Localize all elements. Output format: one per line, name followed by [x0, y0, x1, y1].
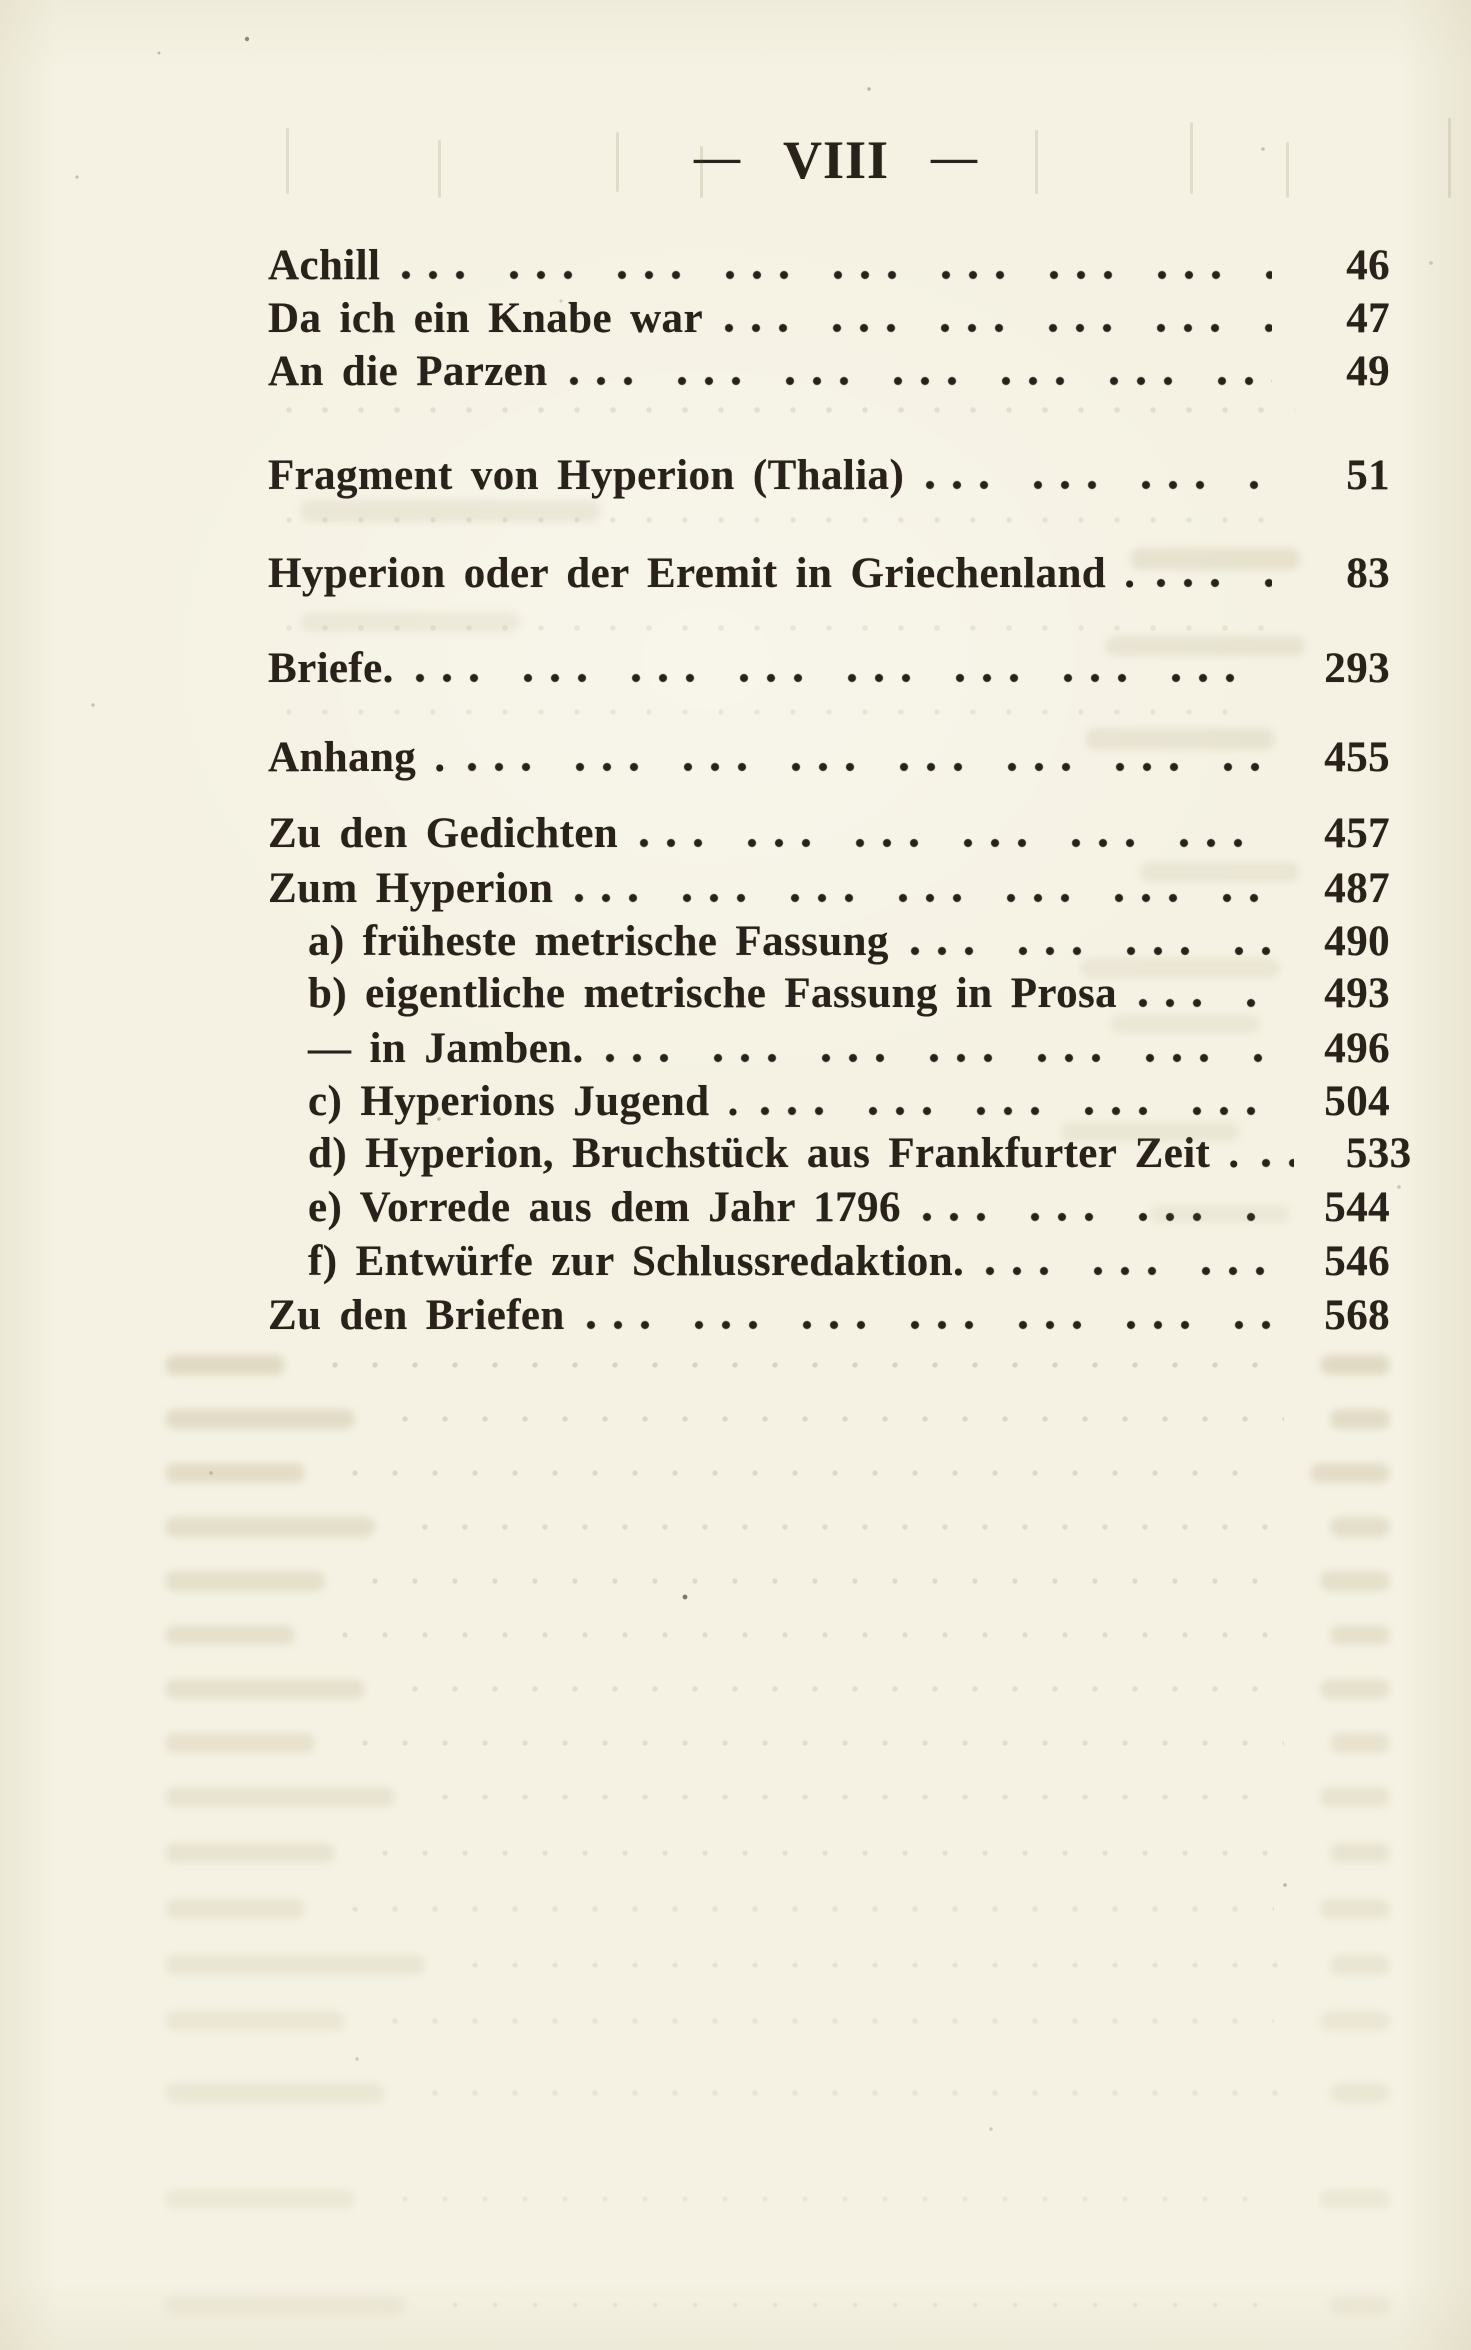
bleedthrough-artifact — [300, 500, 600, 522]
toc-entry-title: Da ich ein Knabe war — [268, 295, 703, 342]
toc-entry-title: d) Hyperion, Bruchstück aus Frankfurter Zeit . — [308, 1130, 1240, 1177]
bleedthrough-artifact — [616, 132, 619, 192]
toc-entry-title: Zu den Briefen — [268, 1292, 565, 1339]
page-number-roman: VIII — [782, 130, 890, 190]
bleedthrough-artifact — [165, 1952, 1390, 1978]
toc-entry — [268, 454, 1390, 497]
dot-leader — [568, 376, 1272, 386]
toc-entry-title: f) Entwürfe zur Schlussredaktion. — [308, 1238, 965, 1285]
toc-entry-page: 47 — [1346, 295, 1390, 342]
toc-entry-title: Zum Hyperion — [268, 865, 554, 912]
bleedthrough-artifact — [165, 1896, 1390, 1922]
dot-leader — [604, 1053, 1272, 1063]
toc-entry-title: Anhang . — [268, 734, 446, 781]
bleedthrough-artifact — [1150, 1205, 1290, 1223]
bleedthrough-artifact — [165, 1784, 1390, 1810]
bleedthrough-artifact — [165, 2292, 1390, 2318]
bleedthrough-artifact — [300, 612, 520, 632]
toc-entry-page: 51 — [1346, 452, 1390, 499]
toc-entry — [268, 244, 1390, 287]
dot-leader — [924, 480, 1272, 490]
dot-leader — [585, 1320, 1272, 1330]
header-dash-right: — — [931, 131, 979, 182]
toc-entry-page: 83 — [1346, 550, 1390, 597]
toc-entry-title: Hyperion oder der Eremit in Griechenland . — [268, 550, 1136, 597]
bleedthrough-artifact — [165, 1568, 1390, 1594]
dot-leader — [1137, 998, 1272, 1008]
dot-leader — [466, 762, 1273, 772]
toc-entry-page: 487 — [1324, 865, 1390, 912]
bleedthrough-artifact — [165, 1676, 1390, 1702]
bleedthrough-artifact — [165, 1352, 1390, 1378]
toc-entry-title: c) Hyperions Jugend . — [308, 1078, 739, 1125]
toc-entry-page: 504 — [1324, 1078, 1390, 1125]
bleedthrough-artifact — [165, 1840, 1390, 1866]
toc-entry-page: 457 — [1324, 810, 1390, 857]
bleedthrough-artifact — [1085, 728, 1275, 750]
bleedthrough-artifact — [1140, 862, 1300, 882]
toc-entry-page: 493 — [1324, 970, 1390, 1017]
toc-entry-page: 546 — [1324, 1238, 1390, 1285]
toc-entry-title: An die Parzen — [268, 348, 548, 395]
bleedthrough-artifact — [165, 2008, 1390, 2034]
page-header — [586, 130, 1086, 190]
toc-entry-page: 568 — [1324, 1292, 1390, 1339]
bleedthrough-artifact — [1110, 1015, 1260, 1033]
bleedthrough-artifact — [700, 146, 703, 198]
bleedthrough-artifact — [286, 128, 289, 194]
bleedthrough-artifact — [1035, 130, 1038, 194]
bleedthrough-artifact — [438, 140, 441, 198]
toc-entry — [308, 972, 1390, 1015]
toc-entry-page: 455 — [1324, 734, 1390, 781]
toc-entry-page: 46 — [1346, 242, 1390, 289]
dot-leader — [759, 1106, 1272, 1116]
toc-entry-title: a) früheste metrische Fassung — [308, 918, 889, 965]
dot-leader — [1260, 1158, 1294, 1168]
toc-entry-page: 544 — [1324, 1184, 1390, 1231]
paper-speck-artifacts — [0, 0, 2, 2]
toc-entry-page: 533 — [1345, 1130, 1412, 1177]
bleedthrough-artifact — [165, 2080, 1390, 2106]
toc-entry-title: Achill — [268, 242, 381, 289]
toc-entry — [268, 812, 1390, 855]
bleedthrough-artifact — [285, 708, 1245, 716]
bleedthrough-artifact — [165, 1460, 1390, 1486]
bleedthrough-artifact — [165, 1730, 1390, 1756]
toc-entry — [308, 1027, 1390, 1070]
toc-entry — [308, 920, 1390, 963]
toc-entry-title: b) eigentliche metrische Fassung in Prosa — [308, 970, 1118, 1017]
header-dash-left: — — [693, 131, 741, 182]
toc-entry — [268, 1294, 1390, 1337]
toc-entry — [308, 1080, 1390, 1123]
bleedthrough-artifact — [1448, 118, 1451, 198]
toc-entry-title: Fragment von Hyperion (Thalia) — [268, 452, 905, 499]
bleedthrough-artifact — [165, 2186, 1390, 2212]
bleedthrough-artifact — [1130, 548, 1300, 570]
dot-leader — [1155, 578, 1272, 588]
toc-entry-title: — in Jamben. — [308, 1025, 584, 1072]
toc-entry-title: Briefe. — [268, 645, 394, 692]
toc-entry-page: 49 — [1346, 348, 1390, 395]
toc-entry — [308, 1240, 1390, 1283]
toc-entry — [268, 297, 1390, 340]
toc-entry-title: Zu den Gedichten — [268, 810, 619, 857]
bleedthrough-artifact — [165, 1406, 1390, 1432]
dot-leader — [573, 893, 1272, 903]
dot-leader — [723, 323, 1272, 333]
toc-entry-title: e) Vorrede aus dem Jahr 1796 — [308, 1184, 901, 1231]
toc-entry — [268, 350, 1390, 393]
bleedthrough-artifact — [1080, 958, 1280, 978]
toc-entry-page: 490 — [1324, 918, 1390, 965]
bleedthrough-artifact — [1105, 636, 1305, 656]
dot-leader — [400, 270, 1272, 280]
dot-leader — [984, 1266, 1272, 1276]
dot-leader — [638, 838, 1272, 848]
bleedthrough-artifact — [1060, 1122, 1240, 1142]
bleedthrough-artifact — [165, 1622, 1390, 1648]
toc-entry-page: 496 — [1324, 1025, 1390, 1072]
bleedthrough-artifact — [1190, 122, 1193, 194]
dot-leader — [414, 673, 1272, 683]
dot-leader — [909, 946, 1272, 956]
toc-entry-page: 293 — [1324, 645, 1390, 692]
bleedthrough-artifact — [165, 1514, 1390, 1540]
bleedthrough-artifact — [285, 406, 1295, 414]
bleedthrough-artifact — [1286, 142, 1289, 198]
